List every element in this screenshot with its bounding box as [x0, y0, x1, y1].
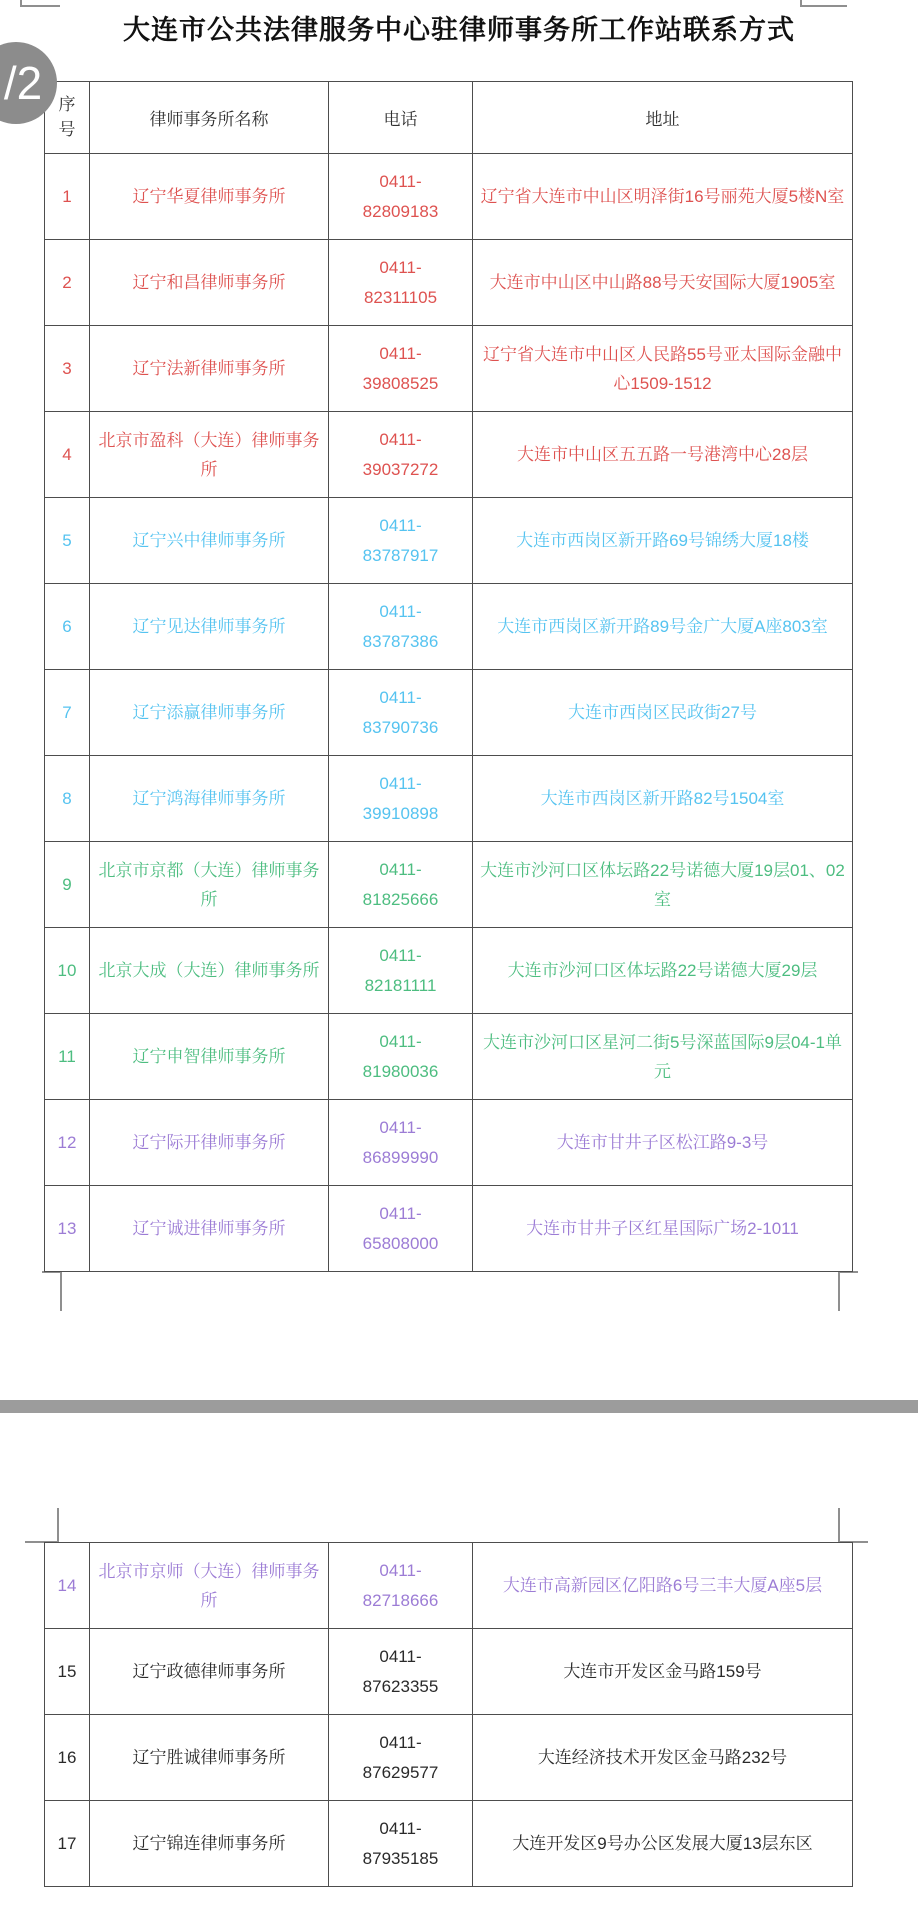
row-index-cell	[45, 1629, 90, 1715]
law-firm-name-cell	[90, 1100, 329, 1186]
page1-bottom-right-boundary-mark	[838, 1271, 858, 1311]
row-index-cell	[45, 498, 90, 584]
law-firm-name: 辽宁见达律师事务所	[132, 617, 286, 636]
row-index-label: 10	[57, 961, 77, 980]
row-index-label: 8	[62, 789, 72, 808]
address-text: 大连市中山区中山路88号天安国际大厦1905室	[489, 273, 836, 292]
table-row	[45, 928, 853, 1014]
phone-number: 87623355	[362, 1676, 439, 1696]
contact-table-page1	[44, 81, 853, 1272]
row-index-label: 14	[57, 1576, 77, 1595]
row-index-label: 7	[62, 703, 72, 722]
phone-prefix: 0411-	[379, 343, 422, 363]
address-cell	[473, 1186, 853, 1272]
row-index-cell	[45, 1100, 90, 1186]
law-firm-name-cell	[90, 1186, 329, 1272]
phone-cell	[329, 1100, 473, 1186]
address-cell	[473, 1715, 853, 1801]
law-firm-name: 辽宁鸿海律师事务所	[132, 789, 286, 808]
address-text: 大连市沙河口区体坛路22号诺德大厦19层01、02室	[480, 860, 845, 909]
law-firm-name: 辽宁兴中律师事务所	[132, 531, 286, 550]
phone-prefix: 0411-	[379, 1203, 422, 1223]
row-index-cell	[45, 670, 90, 756]
row-index-cell	[45, 1543, 90, 1629]
phone-number: 86899990	[362, 1147, 439, 1167]
contact-table-page2	[44, 1542, 853, 1887]
phone-number: 39808525	[362, 373, 439, 393]
law-firm-name: 北京市京都（大连）律师事务所	[98, 860, 320, 909]
law-firm-name-cell	[90, 1715, 329, 1801]
law-firm-name-cell	[90, 1801, 329, 1887]
law-firm-name-cell	[90, 756, 329, 842]
page-divider	[0, 1400, 918, 1413]
phone-number: 39910898	[362, 803, 439, 823]
row-index-cell	[45, 240, 90, 326]
law-firm-name: 辽宁华夏律师事务所	[132, 187, 286, 206]
phone-cell	[329, 670, 473, 756]
phone-number: 82181111	[364, 975, 437, 995]
col-header-name: 律师事务所名称	[90, 82, 329, 154]
address-cell	[473, 756, 853, 842]
law-firm-name: 辽宁政德律师事务所	[132, 1662, 286, 1681]
address-cell	[473, 498, 853, 584]
table-row	[45, 240, 853, 326]
address-text: 大连市西岗区新开路82号1504室	[540, 789, 785, 808]
row-index-label: 4	[62, 445, 72, 464]
law-firm-name-cell	[90, 412, 329, 498]
phone-cell	[329, 498, 473, 584]
address-text: 大连市沙河口区星河二街5号深蓝国际9层04-1单元	[483, 1032, 842, 1081]
phone-cell	[329, 1543, 473, 1629]
row-index-cell	[45, 756, 90, 842]
table-row	[45, 756, 853, 842]
law-firm-name-cell	[90, 498, 329, 584]
law-firm-name-cell	[90, 326, 329, 412]
row-index-cell	[45, 1715, 90, 1801]
law-firm-name: 辽宁法新律师事务所	[132, 359, 286, 378]
row-index-cell	[45, 412, 90, 498]
phone-prefix: 0411-	[379, 171, 422, 191]
address-cell	[473, 240, 853, 326]
law-firm-name-cell	[90, 670, 329, 756]
address-cell	[473, 928, 853, 1014]
table-row	[45, 154, 853, 240]
phone-prefix: 0411-	[379, 859, 422, 879]
phone-cell	[329, 240, 473, 326]
col-header-index-label: 序号	[58, 94, 76, 139]
table-row	[45, 1186, 853, 1272]
table-row	[45, 1629, 853, 1715]
phone-prefix: 0411-	[379, 1560, 422, 1580]
address-cell	[473, 1629, 853, 1715]
phone-prefix: 0411-	[379, 1031, 422, 1051]
law-firm-name: 辽宁际开律师事务所	[132, 1133, 286, 1152]
row-index-label: 3	[62, 359, 72, 378]
law-firm-name: 辽宁胜诚律师事务所	[132, 1748, 286, 1767]
phone-prefix: 0411-	[379, 429, 422, 449]
phone-prefix: 0411-	[379, 773, 422, 793]
row-index-label: 13	[57, 1219, 77, 1238]
phone-number: 87629577	[362, 1762, 439, 1782]
row-index-cell	[45, 842, 90, 928]
law-firm-name: 辽宁诚进律师事务所	[132, 1219, 286, 1238]
law-firm-name-cell	[90, 842, 329, 928]
table-header-row	[45, 82, 853, 154]
address-text: 大连开发区9号办公区发展大厦13层东区	[512, 1834, 813, 1853]
phone-cell	[329, 1629, 473, 1715]
col-header-address: 地址	[473, 82, 853, 154]
row-index-cell	[45, 928, 90, 1014]
law-firm-name-cell	[90, 154, 329, 240]
row-index-cell	[45, 584, 90, 670]
law-firm-name: 辽宁添赢律师事务所	[132, 703, 286, 722]
address-text: 大连市沙河口区体坛路22号诺德大厦29层	[507, 961, 818, 980]
address-text: 大连市西岗区民政街27号	[568, 703, 757, 722]
address-text: 大连市高新园区亿阳路6号三丰大厦A座5层	[502, 1576, 823, 1595]
law-firm-name-cell	[90, 1629, 329, 1715]
page2-top-left-boundary-mark	[25, 1508, 59, 1543]
law-firm-name-cell	[90, 928, 329, 1014]
law-firm-name: 辽宁锦连律师事务所	[132, 1834, 286, 1853]
phone-cell	[329, 154, 473, 240]
phone-cell	[329, 1801, 473, 1887]
phone-number: 81980036	[362, 1061, 439, 1081]
table-row	[45, 670, 853, 756]
phone-prefix: 0411-	[379, 1818, 422, 1838]
address-text: 大连市中山区五五路一号港湾中心28层	[517, 445, 808, 464]
page1-top-left-boundary-mark	[20, 0, 60, 7]
page2-top-right-boundary-mark	[838, 1508, 868, 1543]
address-cell	[473, 842, 853, 928]
address-cell	[473, 670, 853, 756]
phone-number: 82809183	[362, 201, 439, 221]
address-cell	[473, 1801, 853, 1887]
law-firm-name-cell	[90, 1543, 329, 1629]
row-index-label: 16	[57, 1748, 77, 1767]
phone-prefix: 0411-	[379, 515, 422, 535]
page-number-label: /2	[3, 57, 43, 109]
row-index-label: 15	[57, 1662, 77, 1681]
table-row	[45, 412, 853, 498]
address-text: 大连市开发区金马路159号	[563, 1662, 762, 1681]
row-index-label: 11	[58, 1047, 76, 1066]
law-firm-name: 北京市盈科（大连）律师事务所	[98, 430, 320, 479]
table-row	[45, 1543, 853, 1629]
address-text: 大连市西岗区新开路89号金广大厦A座803室	[497, 617, 828, 636]
row-index-label: 5	[62, 531, 72, 550]
law-firm-name-cell	[90, 1014, 329, 1100]
law-firm-name: 北京市京师（大连）律师事务所	[98, 1561, 320, 1610]
phone-cell	[329, 326, 473, 412]
address-cell	[473, 1100, 853, 1186]
address-text: 大连市西岗区新开路69号锦绣大厦18楼	[516, 531, 809, 550]
row-index-label: 9	[62, 875, 72, 894]
table-row	[45, 584, 853, 670]
phone-prefix: 0411-	[379, 1117, 422, 1137]
phone-prefix: 0411-	[379, 945, 422, 965]
address-cell	[473, 412, 853, 498]
phone-number: 82311105	[363, 287, 438, 307]
law-firm-name-cell	[90, 240, 329, 326]
table-row	[45, 498, 853, 584]
phone-cell	[329, 1715, 473, 1801]
phone-number: 83787917	[362, 545, 439, 565]
table-row	[45, 1801, 853, 1887]
table-row	[45, 1715, 853, 1801]
page-title: 大连市公共法律服务中心驻律师事务所工作站联系方式	[123, 15, 795, 45]
page1-top-right-boundary-mark	[800, 0, 847, 7]
row-index-label: 6	[62, 617, 72, 636]
phone-cell	[329, 412, 473, 498]
phone-number: 39037272	[362, 459, 439, 479]
law-firm-name-cell	[90, 584, 329, 670]
phone-number: 83790736	[362, 717, 439, 737]
phone-prefix: 0411-	[379, 1646, 422, 1666]
address-cell	[473, 326, 853, 412]
phone-prefix: 0411-	[379, 257, 422, 277]
row-index-cell	[45, 1801, 90, 1887]
phone-number: 87935185	[362, 1848, 439, 1868]
address-text: 大连市甘井子区红星国际广场2-1011	[526, 1219, 799, 1238]
row-index-label: 1	[62, 187, 72, 206]
address-text: 辽宁省大连市中山区人民路55号亚太国际金融中心1509-1512	[483, 344, 842, 393]
law-firm-name: 辽宁和昌律师事务所	[132, 273, 286, 292]
phone-cell	[329, 928, 473, 1014]
phone-number: 65808000	[362, 1233, 439, 1253]
address-text: 大连经济技术开发区金马路232号	[537, 1748, 788, 1767]
table-row	[45, 842, 853, 928]
phone-cell	[329, 756, 473, 842]
phone-prefix: 0411-	[379, 687, 422, 707]
row-index-label: 17	[57, 1834, 77, 1853]
table-row	[45, 1100, 853, 1186]
address-cell	[473, 1543, 853, 1629]
phone-cell	[329, 584, 473, 670]
table-row	[45, 326, 853, 412]
phone-prefix: 0411-	[379, 1732, 422, 1752]
address-cell	[473, 1014, 853, 1100]
row-index-label: 2	[62, 273, 72, 292]
address-cell	[473, 584, 853, 670]
address-cell	[473, 154, 853, 240]
phone-cell	[329, 842, 473, 928]
phone-cell	[329, 1186, 473, 1272]
row-index-cell	[45, 1014, 90, 1100]
law-firm-name: 北京大成（大连）律师事务所	[98, 961, 320, 980]
row-index-cell	[45, 326, 90, 412]
row-index-cell	[45, 1186, 90, 1272]
col-header-phone: 电话	[329, 82, 473, 154]
phone-cell	[329, 1014, 473, 1100]
phone-prefix: 0411-	[379, 601, 422, 621]
phone-number: 82718666	[362, 1590, 439, 1610]
row-index-cell	[45, 154, 90, 240]
table-row	[45, 1014, 853, 1100]
row-index-label: 12	[57, 1133, 77, 1152]
address-text: 大连市甘井子区松江路9-3号	[556, 1133, 769, 1152]
law-firm-name: 辽宁申智律师事务所	[132, 1047, 286, 1066]
address-text: 辽宁省大连市中山区明泽街16号丽苑大厦5楼N室	[480, 187, 845, 206]
phone-number: 81825666	[362, 889, 439, 909]
phone-number: 83787386	[362, 631, 439, 651]
page1-bottom-left-boundary-mark	[42, 1271, 62, 1311]
